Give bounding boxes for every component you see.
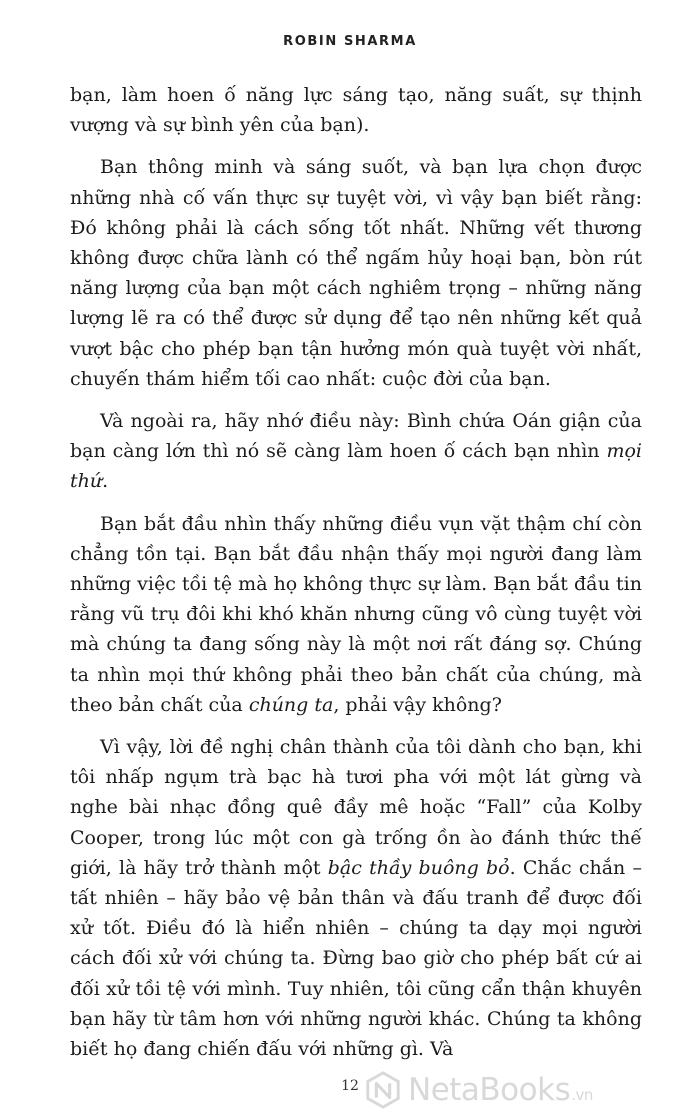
paragraph-4-text: Bạn bắt đầu nhìn thấy những điều vụn vặt thậm chí còn chẳng tồn tại. Bạn bắt đầu nhận thấy mọi người đang làm những việc tồi tệ mà họ không thực sự làm. Bạn bắt đầu tin rằng vũ trụ đôi khi khó khăn nhưng cũng vô cùng tuyệt vời mà chúng ta đang sống này là một nơi rất đáng sợ. Chúng ta nhìn mọi thứ không phải theo bản chất của chúng, mà theo bản chất của (70, 512, 642, 716)
paragraph-1-text: bạn, làm hoen ố năng lực sáng tạo, năng suất, sự thịnh vượng và sự bình yên của bạn). (70, 84, 642, 137)
paragraph-2 (70, 152, 642, 394)
paragraph-4-tail: , phải vậy không? (333, 693, 502, 716)
paragraph-3-tail: . (102, 470, 109, 493)
paragraph-3 (70, 406, 642, 497)
page-number: 12 (341, 1078, 359, 1094)
running-header-author: ROBIN SHARMA (283, 34, 417, 49)
paragraph-5 (70, 732, 642, 1064)
paragraph-3-emphasis: mọi thứ (70, 440, 642, 493)
paragraph-5-text: Vì vậy, lời đề nghị chân thành của tôi dành cho bạn, khi tôi nhấp ngụm trà bạc hà tươi pha với một lát gừng và nghe bài nhạc đồng quê đầy mê hoặc “Fall” của Kolby Cooper, trong lúc một con gà trống ồn ào đánh thức thế giới, là hãy trở thành một (70, 736, 642, 879)
paragraph-5-emphasis: bậc thầy buông bỏ (327, 856, 510, 879)
watermark-domain-suffix: .vn (571, 1086, 593, 1104)
paragraph-4-emphasis: chúng ta (248, 693, 334, 716)
paragraph-4 (70, 509, 642, 720)
paragraph-2-text: Bạn thông minh và sáng suốt, và bạn lựa chọn được những nhà cố vấn thực sự tuyệt vời, vì vậy bạn biết rằng: Đó không phải là cách sống tốt nhất. Những vết thương không được chữa lành có thể ngấm hủy hoại bạn, bòn rút năng lượng của bạn một cách nghiêm trọng – những năng lượng lẽ ra có thể được sử dụng để tạo nên những kết quả vượt bậc cho phép bạn tận hưởng món quà tuyệt vời nhất, chuyến thám hiểm tối cao nhất: cuộc đời của bạn. (70, 156, 642, 390)
netabooks-logo-icon (364, 1071, 402, 1109)
paragraph-1 (70, 80, 642, 140)
watermark-brand-name: NetaBooks (408, 1072, 571, 1108)
watermark-brand (408, 1072, 593, 1108)
page-body-text (70, 80, 642, 1076)
watermark (364, 1068, 694, 1112)
paragraph-3-text: Và ngoài ra, hãy nhớ điều này: Bình chứa Oán giận của bạn càng lớn thì nó sẽ càng làm hoen ố cách bạn nhìn (70, 410, 642, 463)
paragraph-5-tail: . Chắc chắn – tất nhiên – hãy bảo vệ bản thân và đấu tranh để được đối xử tốt. Điều đó là hiển nhiên – chúng ta dạy mọi người cách đối xử với chúng ta. Đừng bao giờ cho phép bất cứ ai đối xử tồi tệ với mình. Tuy nhiên, tôi cũng cẩn thận khuyên bạn hãy từ tâm hơn với những người khác. Chúng ta không biết họ đang chiến đấu với những gì. Và (70, 856, 643, 1061)
